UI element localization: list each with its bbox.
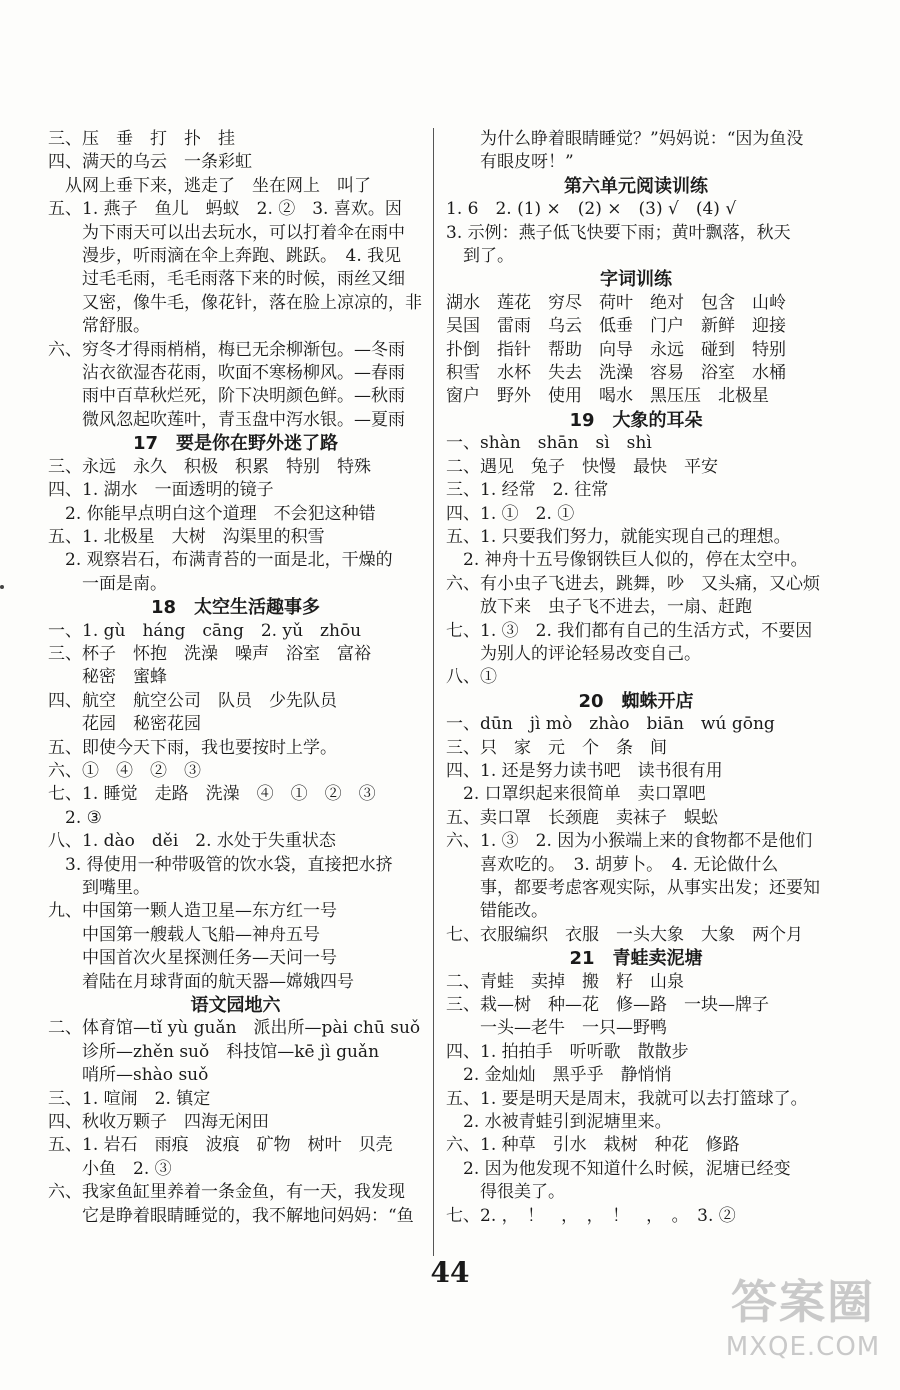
answer-line: 四、1. ① 2. ① (446, 503, 575, 524)
answer-line: 五、即使今天下雨，我也要按时上学。 (48, 737, 337, 758)
answer-line: 3. 示例：燕子低飞快要下雨；黄叶飘落，秋天 (446, 222, 791, 243)
answer-line: 为什么睁着眼睛睡觉？”妈妈说：“因为鱼没 (480, 129, 804, 149)
answer-line: 三、压 垂 打 扑 挂 (48, 129, 235, 149)
answer-line: 错能改。 (480, 901, 548, 922)
answer-line: 七、1. 睡觉 走路 洗澡 ④ ① ② ③ (48, 784, 376, 805)
answer-line: 着陆在月球背面的航天器—嫦娥四号 (82, 971, 354, 992)
section-heading: 18 太空生活趣事多 (150, 597, 321, 619)
answer-line: 六、我家鱼缸里养着一条金鱼，有一天，我发现 (48, 1182, 405, 1203)
answer-line: 一、dūn jì mò zhào biān wú gōng (446, 714, 775, 735)
answer-line: 一、1. gù háng cāng 2. yǔ zhōu (48, 620, 362, 641)
right-column (446, 128, 826, 1228)
answer-line: 一、shàn shān sì shì (446, 433, 652, 454)
section-heading: 字词训练 (600, 269, 672, 291)
left-column (48, 128, 423, 1228)
answer-line: 秘密 蜜蜂 (82, 667, 167, 688)
answer-line: 三、1. 喧闹 2. 镇定 (48, 1088, 211, 1109)
answer-line: 沾衣欲湿杏花雨，吹面不寒杨柳风。—春雨 (82, 363, 405, 384)
answer-line: 1. 6 2. (1) × (2) × (3) √ (4) √ (446, 199, 737, 220)
answer-line: 五、1. 燕子 鱼儿 蚂蚁 2. ② 3. 喜欢。因 (48, 199, 402, 220)
answer-line: 四、满天的乌云 一条彩虹 (48, 152, 252, 173)
edge-mark (0, 585, 4, 589)
answer-line: 它是睁着眼睛睡觉的，我不解地问妈妈：“鱼 (82, 1205, 414, 1226)
answer-line: 四、秋收万颗子 四海无闲田 (48, 1112, 269, 1133)
answer-line: 一面是南。 (82, 573, 167, 594)
answer-line: 八、1. dào děi 2. 水处于失重状态 (48, 831, 336, 852)
answer-line: 2. 观察岩石，布满青苔的一面是北，干燥的 (65, 550, 393, 571)
section-heading: 17 要是你在野外迷了路 (132, 433, 339, 455)
answer-line: 二、体育馆—tǐ yù guǎn 派出所—pài chū suǒ (48, 1018, 421, 1039)
answer-line: 到嘴里。 (82, 878, 150, 898)
section-heading: 语文园地六 (190, 995, 281, 1017)
answer-line: 六、穷冬才得雨梢梢，梅已无余柳渐包。—冬雨 (48, 339, 405, 360)
answer-line: 2. 口罩织起来很简单 卖口罩吧 (463, 784, 706, 805)
section-heading: 20 蜘蛛开店 (578, 690, 694, 712)
column-divider (433, 128, 434, 1256)
answer-line: 四、1. 湖水 一面透明的镜子 (48, 480, 274, 501)
answer-line: 中国首次火星探测任务—天问一号 (82, 948, 337, 969)
answer-line: 中国第一艘载人飞船—神舟五号 (82, 924, 320, 945)
answer-line: 小鱼 2. ③ (82, 1158, 172, 1179)
watermark-logo (718, 1272, 888, 1382)
answer-line: 又密，像牛毛，像花针，落在脸上凉凉的，非 (82, 292, 422, 313)
answer-line: 花园 秘密花园 (82, 714, 201, 735)
section-heading: 21 青蛙卖泥塘 (569, 948, 703, 970)
answer-line: 事，都要考虑客观实际，从事实出发；还要知 (480, 878, 820, 898)
answer-line: 三、杯子 怀抱 洗澡 噪声 浴室 富裕 (48, 643, 371, 664)
answer-line: 常舒服。 (82, 316, 150, 337)
section-heading: 19 大象的耳朵 (569, 409, 703, 431)
watermark-logo-text: 答案圈 (731, 1275, 875, 1329)
answer-line: 五、1. 北极星 大树 沟渠里的积雪 (48, 526, 325, 547)
answer-line: 四、1. 还是努力读书吧 读书很有用 (446, 760, 723, 781)
answer-line: 七、衣服编织 衣服 一头大象 大象 两个月 (446, 924, 803, 945)
answer-line: 二、青蛙 卖掉 搬 籽 山泉 (446, 971, 684, 992)
answer-line: 三、栽—树 种—花 修—路 一块—牌子 (446, 995, 769, 1016)
answer-line: 2. 你能早点明白这个道理 不会犯这种错 (65, 503, 376, 524)
answer-line: 湖水 莲花 穷尽 荷叶 绝对 包含 山岭 (446, 292, 786, 313)
answer-line: 一头—老牛 一只—野鸭 (480, 1018, 667, 1039)
answer-line: 有眼皮呀！” (480, 152, 574, 173)
answer-line: 窗户 野外 使用 喝水 黑压压 北极星 (446, 386, 769, 407)
answer-line: 到了。 (463, 246, 514, 267)
answer-line: 得很美了。 (480, 1182, 565, 1203)
answer-line: 五、1. 要是明天是周末，我就可以去打篮球了。 (446, 1088, 808, 1109)
answer-line: 二、遇见 兔子 快慢 最快 平安 (446, 456, 718, 477)
answer-line: 五、1. 只要我们努力，就能实现自己的理想。 (446, 526, 791, 547)
answer-line: 七、2. ， ！ ， ， ！ ， 。 3. ② (446, 1205, 736, 1226)
page-number: 44 (430, 1256, 470, 1289)
answer-line: 六、① ④ ② ③ (48, 760, 201, 781)
answer-line: 喜欢吃的。 3. 胡萝卜。 4. 无论做什么 (480, 854, 779, 875)
answer-line: 扑倒 指针 帮助 向导 永远 碰到 特别 (446, 339, 786, 360)
answer-line: 漫步，听雨滴在伞上奔跑、跳跃。 4. 我见 (82, 246, 402, 267)
answer-line: 2. 因为他发现不知道什么时候，泥塘已经变 (463, 1158, 791, 1179)
answer-line: 2. ③ (65, 807, 102, 828)
answer-line: 四、航空 航空公司 队员 少先队员 (48, 690, 337, 711)
answer-line: 从网上垂下来，逃走了 坐在网上 叫了 (65, 175, 371, 196)
answer-line: 七、1. ③ 2. 我们都有自己的生活方式，不要因 (446, 620, 813, 641)
answer-line: 九、中国第一颗人造卫星—东方红一号 (48, 901, 337, 922)
answer-line: 八、① (446, 667, 497, 688)
answer-line: 哨所—shào suǒ (82, 1065, 209, 1086)
answer-line: 吴国 雷雨 乌云 低垂 门户 新鲜 迎接 (446, 316, 786, 337)
answer-line: 五、1. 岩石 雨痕 波痕 矿物 树叶 贝壳 (48, 1135, 393, 1156)
watermark-site-text: MXQE.COM (725, 1332, 881, 1362)
answer-line: 六、有小虫子飞进去，跳舞，吵 又头痛，又心烦 (446, 573, 820, 594)
answer-line: 六、1. ③ 2. 因为小猴端上来的食物都不是他们 (446, 831, 813, 852)
answer-line: 诊所—zhěn suǒ 科技馆—kē jì guǎn (82, 1041, 380, 1062)
answer-line: 三、只 家 元 个 条 间 (446, 737, 667, 758)
answer-line: 六、1. 种草 引水 栽树 种花 修路 (446, 1135, 740, 1156)
answer-line: 2. 神舟十五号像钢铁巨人似的，停在太空中。 (463, 550, 808, 571)
answer-line: 积雪 水杯 失去 洗澡 容易 浴室 水桶 (446, 363, 786, 384)
answer-line: 为别人的评论轻易改变自己。 (480, 643, 701, 664)
answer-line: 3. 得使用一种带吸管的饮水袋，直接把水挤 (65, 854, 393, 875)
answer-line: 2. 金灿灿 黑乎乎 静悄悄 (463, 1065, 672, 1086)
answer-line: 五、卖口罩 长颈鹿 卖袜子 蜈蚣 (446, 807, 718, 828)
answer-line: 2. 水被青蛙引到泥塘里来。 (463, 1112, 672, 1133)
section-heading: 第六单元阅读训练 (564, 175, 708, 197)
answer-line: 雨中百草秋烂死，阶下决明颜色鲜。—秋雨 (82, 386, 405, 407)
answer-line: 三、永远 永久 积极 积累 特别 特殊 (48, 456, 371, 477)
answer-line: 放下来 虫子飞不进去，一扇、赶跑 (480, 597, 752, 618)
answer-line: 为下雨天可以出去玩水，可以打着伞在雨中 (82, 222, 405, 243)
answer-line: 微风忽起吹莲叶，青玉盘中泻水银。—夏雨 (82, 409, 405, 430)
answer-line: 过毛毛雨，毛毛雨落下来的时候，雨丝又细 (82, 269, 405, 290)
answer-line: 三、1. 经常 2. 往常 (446, 480, 609, 501)
answer-line: 四、1. 拍拍手 听听歌 散散步 (446, 1041, 689, 1062)
